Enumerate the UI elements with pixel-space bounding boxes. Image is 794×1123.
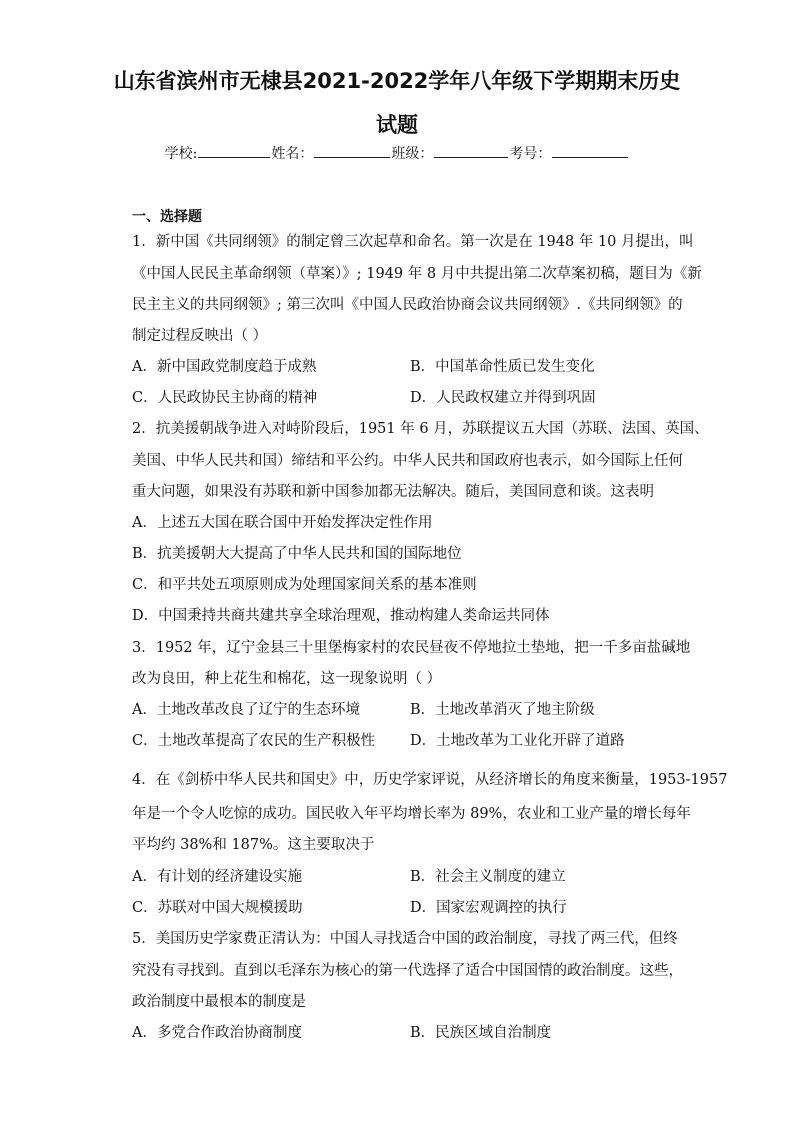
q4-option-d: D．国家宏观调控的执行: [410, 900, 567, 916]
q4-option-a: A．有计划的经济建设实施: [132, 869, 302, 885]
q4-option-c: C．苏联对中国大规模援助: [132, 900, 303, 916]
school-field[interactable]: [198, 143, 270, 158]
name-label: 姓名：: [271, 146, 314, 162]
q1-stem-line: 1．新中国《共同纲领》的制定曾三次起草和命名。第一次是在 1948 年 10 月提出，叫: [132, 234, 694, 250]
q4-stem-line: 年是一个令人吃惊的成功。国民收入年平均增长率为 89%，农业和工业产量的增长每年: [132, 806, 691, 822]
page-title-line-2: 试题: [376, 113, 418, 137]
q1-stem-line: 《中国人民民主革命纲领（草案）》; 1949 年 8 月中共提出第二次草案初稿，题目为《新: [132, 266, 702, 282]
class-label: 班级：: [391, 146, 434, 162]
q4-stem-line: 4．在《剑桥中华人民共和国史》中，历史学家评说，从经济增长的角度来衡量，1953-1957: [132, 772, 728, 788]
q1-stem-line: 民主主义的共同纲领》; 第三次叫《中国人民政治协商会议共同纲领》.《共同纲领》的: [132, 297, 683, 313]
q4-stem-line: 平均约 38%和 187%。这主要取决于: [132, 837, 375, 853]
q1-option-b: B．中国革命性质已发生变化: [410, 359, 595, 375]
q2-stem-line: 重大问题，如果没有苏联和新中国参加都无法解决。随后，美国同意和谈。这表明: [132, 484, 654, 500]
q2-stem-line: 美国、中华人民共和国）缔结和平公约。中华人民共和国政府也表示，如今国际上任何: [132, 453, 683, 469]
class-field[interactable]: [434, 143, 508, 158]
q3-option-b: B．土地改革消灭了地主阶级: [410, 702, 595, 718]
q3-option-a: A．土地改革改良了辽宁的生态环境: [132, 702, 360, 718]
school-label: 学校:: [164, 146, 198, 162]
q3-stem-line: 改为良田，种上花生和棉花，这一现象说明（ ）: [132, 671, 442, 687]
number-field[interactable]: [552, 143, 628, 158]
student-info-line: [0, 143, 794, 164]
q5-option-a: A．多党合作政治协商制度: [132, 1025, 302, 1041]
q3-option-d: D．土地改革为工业化开辟了道路: [410, 733, 625, 749]
q5-stem-line: 5．美国历史学家费正清认为：中国人寻找适合中国的政治制度，寻找了两三代，但终: [132, 931, 678, 947]
q1-option-d: D．人民政权建立并得到巩固: [410, 390, 596, 406]
q5-stem-line: 究没有寻找到。直到以毛泽东为核心的第一代选择了适合中国国情的政治制度。这些，: [132, 963, 683, 979]
q2-option-c: C．和平共处五项原则成为处理国家间关系的基本准则: [132, 577, 477, 593]
section-title: 一、选择题: [132, 209, 202, 225]
q1-stem-line: 制定过程反映出（ ）: [132, 328, 268, 344]
name-field[interactable]: [314, 143, 390, 158]
q3-stem-line: 3．1952 年，辽宁金县三十里堡梅家村的农民昼夜不停地拉土垫地，把一千多亩盐碱地: [132, 640, 691, 656]
number-label: 考号：: [509, 146, 552, 162]
q4-option-b: B．社会主义制度的建立: [410, 869, 566, 885]
page-title-line-1: 山东省滨州市无棣县2021-2022学年八年级下学期期末历史: [113, 69, 681, 93]
q2-option-d: D．中国秉持共商共建共享全球治理观，推动构建人类命运共同体: [132, 608, 550, 624]
q2-stem-line: 2．抗美援朝战争进入对峙阶段后，1951 年 6 月，苏联提议五大国（苏联、法国、英国、: [132, 421, 709, 437]
q5-option-b: B．民族区域自治制度: [410, 1025, 552, 1041]
q2-option-b: B．抗美援朝大大提高了中华人民共和国的国际地位: [132, 546, 462, 562]
q3-option-c: C．土地改革提高了农民的生产积极性: [132, 733, 376, 749]
q1-option-c: C．人民政协民主协商的精神: [132, 390, 318, 406]
q1-option-a: A．新中国政党制度趋于成熟: [132, 359, 317, 375]
q5-stem-line: 政治制度中最根本的制度是: [132, 994, 306, 1010]
q2-option-a: A．上述五大国在联合国中开始发挥决定性作用: [132, 515, 433, 531]
